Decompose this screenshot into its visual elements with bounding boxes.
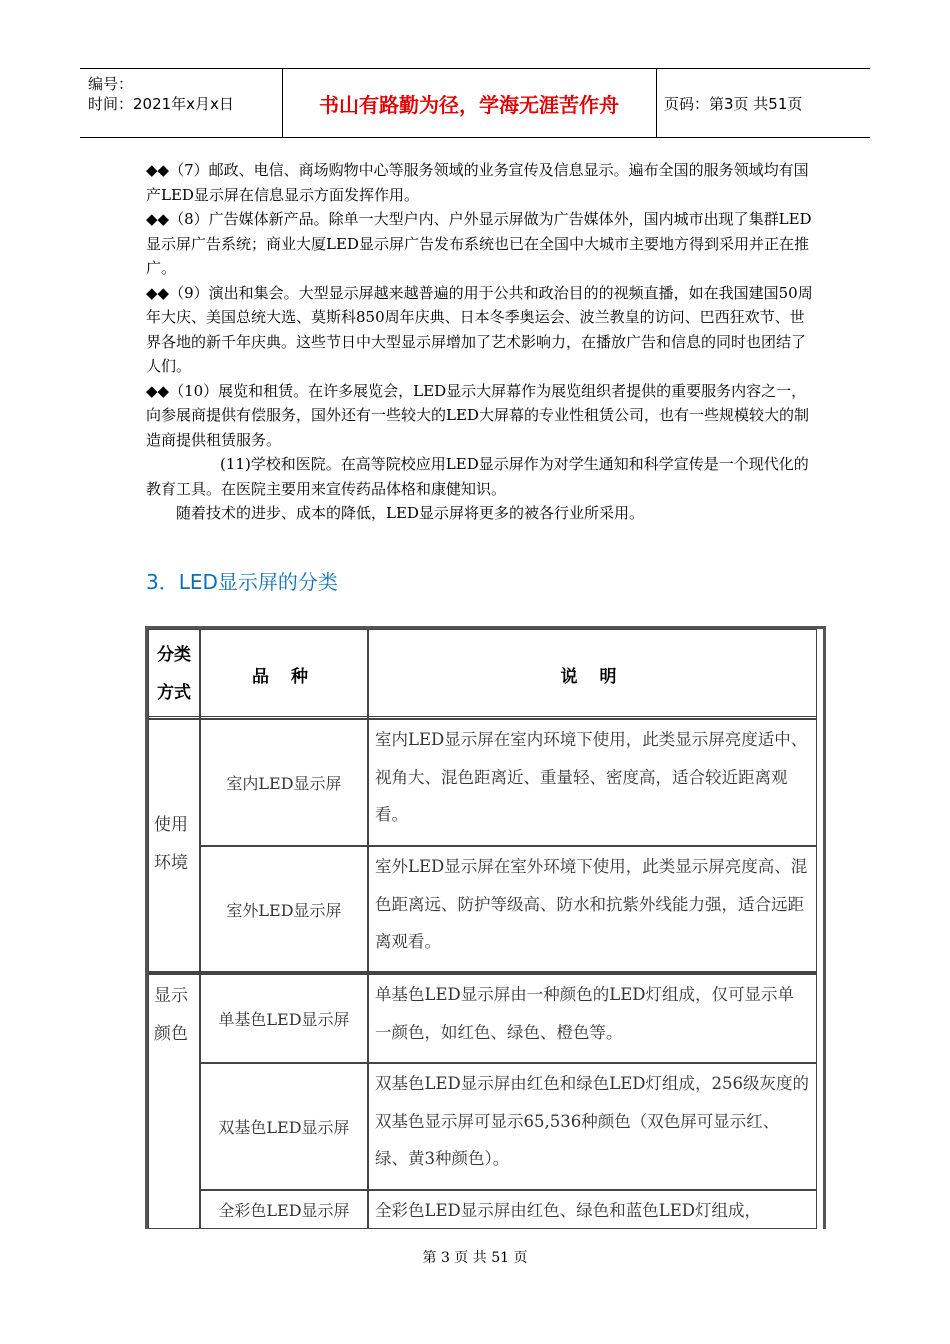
- header-page-code: 页码：第3页 共51页: [664, 94, 803, 113]
- paragraph: (11)学校和医院。在高等院校应用LED显示屏作为对学生通知和科学宣传是一个现代化的教育工具。在医院主要用来宣传药品体格和康健知识。: [146, 455, 809, 498]
- table-kind-cell: 室内LED显示屏: [200, 719, 368, 846]
- paragraph: ◆◆（9）演出和集会。大型显示屏越来越普遍的用于公共和政治目的的视频直播，如在我国建国50周年大庆、美国总统大选、莫斯科850周年庆典、日本冬季奥运会、波兰教皇的访问、巴西狂欢节、世界各地的新千年庆典。这些节日中大型显示屏增加了艺术影响力，在播放广告和信息的同时也团结了人们。: [146, 283, 813, 375]
- table-desc-cell: 室外LED显示屏在室外环境下使用，此类显示屏亮度高、混色距离远、防护等级高、防水和抗紫外线能力强，适合远距离观看。: [368, 846, 817, 973]
- table-desc-cell: 室内LED显示屏在室内环境下使用，此类显示屏亮度适中、视角大、混色距离近、重量轻、密度高，适合较近距离观看。: [368, 719, 817, 846]
- header-motto: 书山有路勤为径，学海无涯苦作舟: [282, 69, 657, 137]
- document-number: 编号：: [88, 75, 134, 93]
- classification-table: [145, 626, 826, 1229]
- category-label: 显示颜色: [154, 986, 188, 1044]
- body-text: [146, 158, 816, 526]
- table-kind-cell: 室外LED显示屏: [200, 846, 368, 973]
- table-header-category: [148, 629, 200, 719]
- table-desc-cell: 单基色LED显示屏由一种颜色的LED灯组成，仅可显示单一颜色，如红色、绿色、橙色等。: [368, 974, 817, 1063]
- section-title: 3．LED显示屏的分类: [146, 570, 338, 594]
- table-kind-cell: 单基色LED显示屏: [200, 974, 368, 1063]
- paragraph: ◆◆（10）展览和租赁。在许多展览会，LED显示大屏幕作为展览组织者提供的重要服务内容之一，向参展商提供有偿服务，国外还有一些较大的LED大屏幕的专业性租赁公司，也有一些规模较大的制造商提供租赁服务。: [146, 381, 809, 449]
- table-category-cell: [148, 719, 200, 973]
- table-desc-cell: 全彩色LED显示屏由红色、绿色和蓝色LED灯组成，: [368, 1190, 817, 1229]
- table-desc-cell: 双基色LED显示屏由红色和绿色LED灯组成，256级灰度的双基色显示屏可显示65,536种颜色（双色屏可显示红、绿、黄3种颜色）。: [368, 1063, 817, 1190]
- page-footer: 第 3 页 共 51 页: [422, 1250, 528, 1266]
- table-header-desc: 说 明: [368, 629, 817, 719]
- category-label: 使用环境: [154, 815, 188, 873]
- page-header: [80, 68, 870, 138]
- paragraph: 随着技术的进步、成本的降低，LED显示屏将更多的被各行业所采用。: [176, 504, 644, 522]
- table-header-kind: 品 种: [200, 629, 368, 719]
- document-date: 时间：2021年x月x日: [88, 95, 234, 113]
- table-kind-cell: 双基色LED显示屏: [200, 1063, 368, 1190]
- table-category-cell: [148, 974, 200, 1229]
- paragraph: ◆◆（8）广告媒体新产品。除单一大型户内、户外显示屏做为广告媒体外，国内城市出现了集群LED显示屏广告系统；商业大厦LED显示屏广告发布系统也已在全国中大城市主要地方得到采用并正在推广。: [146, 210, 812, 277]
- header-info: [80, 69, 283, 137]
- paragraph: ◆◆（7）邮政、电信、商场购物中心等服务领域的业务宣传及信息显示。遍布全国的服务领域均有国产LED显示屏在信息显示方面发挥作用。: [146, 161, 809, 204]
- table-header-label: 分类方式: [157, 645, 191, 703]
- table-kind-cell: 全彩色LED显示屏: [200, 1190, 368, 1229]
